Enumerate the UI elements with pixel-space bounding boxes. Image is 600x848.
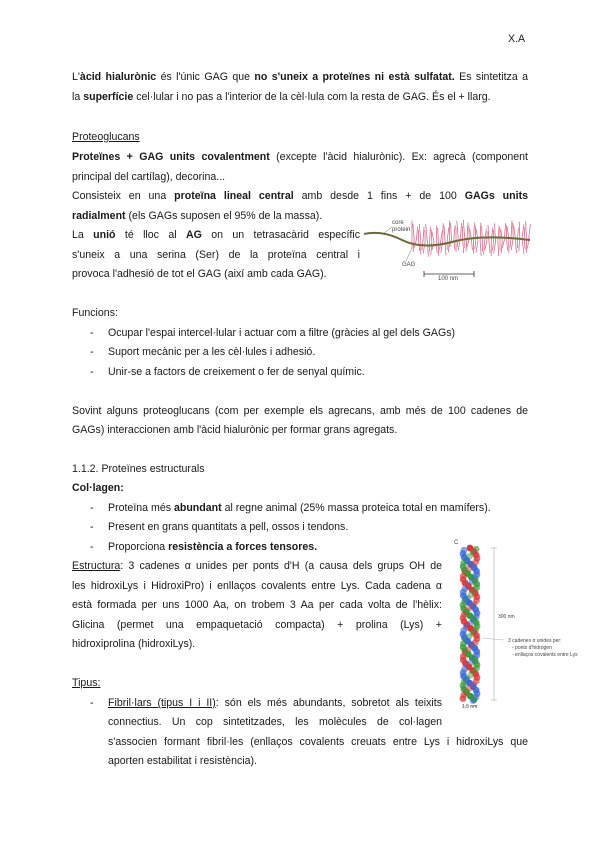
gag-chain <box>484 242 485 255</box>
gag-chain <box>522 238 524 254</box>
collagen-helix-diagram <box>448 540 596 712</box>
tipus-title: Tipus: <box>72 677 101 689</box>
proteoglucans-p3-line1: La unió té lloc al AG on un tetrasacàrid específic <box>72 229 361 241</box>
helix-beads <box>460 545 481 705</box>
collagen-item-3: Proporciona resistència a forces tensores. <box>108 541 318 553</box>
gag-chain <box>467 222 468 238</box>
gag-chain <box>440 241 441 250</box>
funcions-item-2: Suport mecànic per a les cèl·lules i adhesió. <box>108 346 316 358</box>
gag-chain <box>501 240 502 253</box>
helix-bead <box>460 695 467 702</box>
gag-chain <box>447 228 449 240</box>
gag-chain <box>511 238 513 250</box>
gag-chain <box>436 242 437 253</box>
gag-chain <box>518 228 519 238</box>
gag-chain <box>457 221 458 238</box>
estructura-line-4: Glicina (permet una empaquetació compacta) + prolina (Lys) + <box>72 619 442 631</box>
gag-chain <box>471 239 472 250</box>
proteoglucans-p1-line2: principal del cartílag), decorina... <box>72 171 226 183</box>
gag-chain <box>427 242 428 257</box>
gag-chain <box>436 225 437 241</box>
funcions-bullet-3: - <box>90 366 94 378</box>
gag-chain <box>431 229 432 242</box>
gag-chain <box>460 223 461 238</box>
funcions-item-1: Ocupar l'espai intercel·lular i actuar com a filtre (gràcies al gel dels GAGs) <box>108 327 456 339</box>
gag-chain <box>457 238 458 247</box>
gag-chain <box>431 242 432 255</box>
gag-chain <box>502 240 504 248</box>
gag-chain <box>438 228 439 242</box>
gag-chain <box>441 241 443 253</box>
gag-chain <box>426 224 428 242</box>
gag-chain <box>494 223 495 241</box>
estructura-line-5: hidroxiprolina (hidroxiLys). <box>72 638 196 650</box>
proteoglycan-diagram <box>362 218 532 282</box>
proteoglucans-p3-line2: s'uneix a una serina (Ser) de la proteïna central i <box>72 249 360 261</box>
gag-chain <box>413 239 414 252</box>
helix-note-line-2: - ponts d'hidrogen <box>512 645 552 651</box>
collagen-item-1: Proteïna més abundant al regne animal (25% massa proteica total en mamífers). <box>108 502 491 514</box>
note-pointer <box>482 638 504 640</box>
funcions-bullet-2: - <box>90 346 94 358</box>
gag-chain <box>423 227 424 241</box>
funcions-item-3: Unir-se a factors de creixement o fer de senyal químic. <box>108 366 365 378</box>
gag-chain <box>524 227 525 238</box>
tipus-bullet-1: - <box>90 697 94 709</box>
gag-chain <box>423 241 425 253</box>
gag-chain <box>466 238 467 251</box>
estructura-line-3: està formada per uns 1000 Aa, on trobem 3 Aa per cada volta de l'hèlix: <box>72 599 442 611</box>
gag-chain <box>492 242 493 251</box>
gag-chain <box>526 221 527 239</box>
intro-line-2: la superfície cel·lular i no pas a l'interior de la cèl·lula com la resta de GAG. És el + llarg. <box>72 91 491 103</box>
collagen-item-2: Present en grans quantitats a pell, ossos i tendons. <box>108 521 349 533</box>
collagen-bullet-3: - <box>90 541 94 553</box>
helix-width-label: 1,5 nm <box>462 704 478 710</box>
gag-chain <box>454 225 455 239</box>
gag-chain <box>529 224 531 239</box>
gag-chain <box>432 232 434 242</box>
gag-chain <box>476 241 478 253</box>
gag-chain <box>463 220 465 239</box>
gag-chain <box>480 241 481 256</box>
gag-chain <box>419 224 421 241</box>
helix-top-label: C <box>454 540 459 546</box>
collagen-title: Col·lagen: <box>72 482 124 494</box>
core-pointer <box>384 227 392 233</box>
gag-chain <box>519 238 520 251</box>
helix-length-label: 300 nm <box>498 614 515 620</box>
funcions-bullet-1: - <box>90 327 94 339</box>
funcions-title: Funcions: <box>72 307 118 319</box>
gag-chain <box>507 239 508 250</box>
gag-chain <box>416 227 417 240</box>
gag-chain <box>515 238 516 253</box>
gag-chain <box>444 225 445 240</box>
gag-chain <box>519 221 520 238</box>
proteoglucans-p1-line1: Proteïnes + GAG units covalentment (excepte l'àcid hialurònic). Ex: agrecà (component <box>72 151 529 163</box>
estructura-line-1: Estructura: 3 cadenes α unides per ponts d'H (a causa dels grups OH de <box>72 560 442 572</box>
agregats-line-2: GAGs) interaccionen amb l'àcid hialurònic per formar grans agregats. <box>72 424 398 436</box>
proteoglycan-figure <box>362 218 532 282</box>
gag-chain <box>501 230 502 240</box>
gag-chain <box>413 224 414 239</box>
helix-note-line-3: - enllaços covalents entre Lys <box>512 652 578 658</box>
gag-chain <box>454 239 455 250</box>
gag-chain <box>522 224 524 238</box>
gag-chain <box>467 239 469 247</box>
gag-chain <box>491 228 493 242</box>
gag-chain <box>489 242 490 253</box>
tipus-fib-line-3: s'associen formant fibril·les (enllaços covalents creuats entre Lys i hidroxiLys que <box>108 736 528 748</box>
gag-chain <box>485 229 487 242</box>
helix-note-line-1: 3 cadenes α unides per: <box>508 638 562 644</box>
collagen-helix-figure <box>448 540 596 712</box>
estructurals-title: 1.1.2. Proteïnes estructurals <box>72 463 205 475</box>
gag-chain <box>510 239 511 248</box>
gag-chain <box>511 221 512 239</box>
gag-chain <box>450 223 451 239</box>
tipus-fib-line-1: Fibril·lars (tipus I i II): són els més abundants, sobretot als teixits <box>108 697 442 709</box>
gag-label: GAG <box>402 262 416 268</box>
tipus-fib-line-4: aporten estabilitat i resistència). <box>108 755 257 767</box>
gag-chain <box>494 242 496 254</box>
gag-chain <box>430 227 431 242</box>
gag-chain <box>448 239 449 252</box>
gag-chain <box>474 222 475 239</box>
intro-line-1: L'àcid hialurònic és l'únic GAG que no s'uneix a proteïnes ni està sulfatat. Es sintetitza a <box>72 71 529 83</box>
gag-chain <box>498 241 499 256</box>
helix-note <box>508 638 578 659</box>
gag-chain <box>514 225 516 238</box>
agregats-line-1: Sovint alguns proteoglucans (com per exemple els agrecans, amb més de 100 cadenes de <box>72 405 528 417</box>
proteoglucans-title: Proteoglucans <box>72 131 140 143</box>
proteoglucans-p2-line2: radialment (els GAGs suposen el 95% de la massa). <box>72 210 323 222</box>
gag-chain <box>475 240 476 249</box>
proteoglucans-p2-line1: Consisteix en una proteïna lineal central amb desde 1 fins + de 100 GAGs units <box>72 190 528 202</box>
gag-chain <box>482 226 483 242</box>
collagen-bullet-1: - <box>90 502 94 514</box>
scale-label: 100 nm <box>438 276 459 282</box>
gag-chain <box>488 225 489 242</box>
estructura-line-2: les hidroxiLys i HidroxiPro) i enllaços covalents entre Lys. Cada cadena α <box>72 580 442 592</box>
gag-pointer <box>406 248 412 261</box>
core-label: core protein <box>392 220 411 233</box>
tipus-fib-line-2: connectius. Un cop sintetitzades, les molècules de col·lagen <box>108 716 442 728</box>
gag-chain <box>498 226 499 242</box>
gag-chain <box>441 230 443 241</box>
proteoglucans-p3-line3: provoca l'adhesió de tot el GAG (així amb cada GAG). <box>72 268 327 280</box>
gag-chain <box>485 242 487 250</box>
header-initials: X.A <box>508 33 526 45</box>
collagen-bullet-2: - <box>90 521 94 533</box>
